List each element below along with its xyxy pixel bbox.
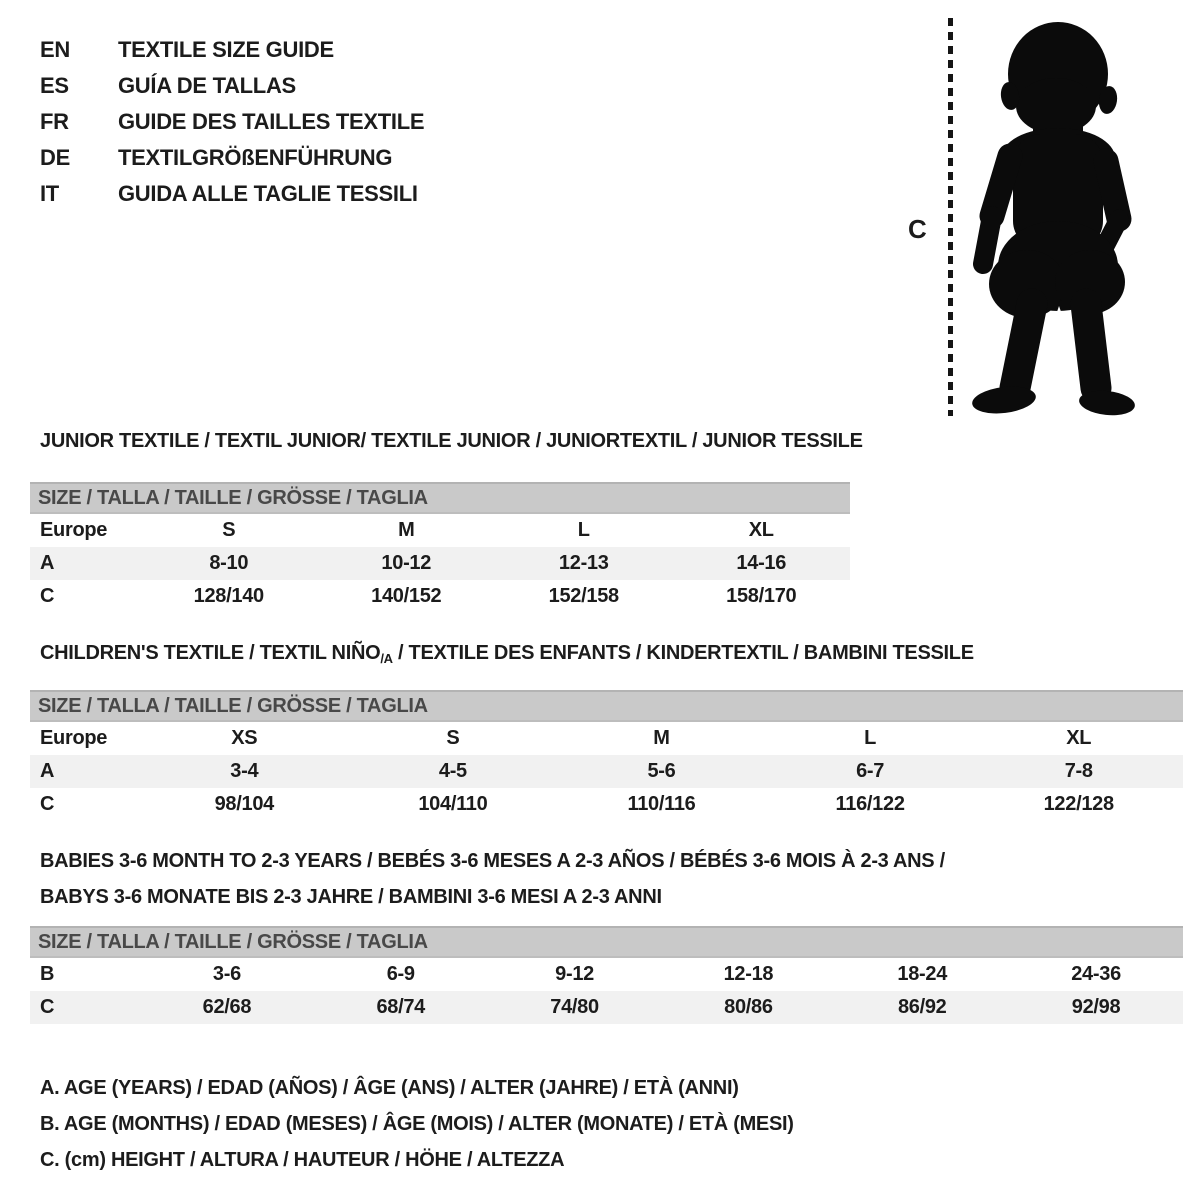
language-code: ES <box>40 73 69 98</box>
language-label: TEXTILE SIZE GUIDE <box>118 37 334 62</box>
size-column: L <box>577 519 590 541</box>
table-cell: 14-16 <box>736 552 787 574</box>
junior-size-table <box>30 482 850 613</box>
row-label: A <box>40 760 55 782</box>
table-cell: 128/140 <box>193 585 264 607</box>
row-label: C <box>40 996 55 1018</box>
table-cell: 18-24 <box>897 963 948 985</box>
table-cell: 7-8 <box>1064 760 1093 782</box>
language-label: GUÍA DE TALLAS <box>118 73 296 98</box>
language-label: GUIDE DES TAILLES TEXTILE <box>118 109 425 134</box>
language-row <box>40 176 424 212</box>
children-title-part2: / TEXTILE DES ENFANTS / KINDERTEXTIL / BAMBINI TESSILE <box>392 642 974 664</box>
babies-size-table <box>30 926 1183 1024</box>
table-cell: 116/122 <box>835 793 905 815</box>
table-cell: 8-10 <box>209 552 249 574</box>
children-row-age <box>30 755 1183 788</box>
table-cell: 24-36 <box>1071 963 1121 985</box>
junior-row-age <box>30 547 850 580</box>
size-column: S <box>222 519 236 541</box>
table-cell: 6-7 <box>856 760 885 782</box>
table-cell: 98/104 <box>214 793 274 815</box>
language-label: GUIDA ALLE TAGLIE TESSILI <box>118 181 418 206</box>
size-column: L <box>864 727 877 749</box>
babies-row-months <box>30 958 1183 991</box>
babies-title-line1: BABIES 3-6 MONTH TO 2-3 YEARS / BEBÉS 3-6 MESES A 2-3 AÑOS / BÉBÉS 3-6 MOIS À 2-3 ANS / <box>40 850 945 872</box>
size-column: M <box>398 519 415 541</box>
table-cell: 3-4 <box>230 760 259 782</box>
region-label: Europe <box>40 727 108 749</box>
table-cell: 80/86 <box>724 996 773 1018</box>
size-column: XL <box>1066 727 1092 749</box>
height-dashed-line <box>948 18 953 416</box>
children-row-height <box>30 788 1183 821</box>
height-measure-label: C <box>908 214 927 244</box>
junior-section-title: JUNIOR TEXTILE / TEXTIL JUNIOR/ TEXTILE JUNIOR / JUNIORTEXTIL / JUNIOR TESSILE <box>40 430 863 452</box>
table-cell: 12-13 <box>558 552 609 574</box>
table-cell: 62/68 <box>202 996 252 1018</box>
language-code: FR <box>40 109 69 134</box>
table-cell: 10-12 <box>381 552 432 574</box>
children-title-part1: CHILDREN'S TEXTILE / TEXTIL NIÑO <box>40 642 381 664</box>
language-row <box>40 104 424 140</box>
children-section-title <box>40 642 974 666</box>
table-cell: 74/80 <box>550 996 599 1018</box>
row-label: C <box>40 585 55 607</box>
table-cell: 110/116 <box>627 793 696 815</box>
table-cell: 104/110 <box>418 793 488 815</box>
junior-row-height <box>30 580 850 613</box>
table-cell: 140/152 <box>371 585 442 607</box>
legend-line-a: A. AGE (YEARS) / EDAD (AÑOS) / ÂGE (ANS) / ALTER (JAHRE) / ETÀ (ANNI) <box>40 1076 739 1099</box>
junior-columns-row <box>30 514 850 547</box>
language-code: IT <box>40 181 59 206</box>
language-row <box>40 32 424 68</box>
row-label: B <box>40 963 55 985</box>
language-label: TEXTILGRÖßENFÜHRUNG <box>118 145 393 170</box>
children-size-header-bar: SIZE / TALLA / TAILLE / GRÖSSE / TAGLIA <box>30 690 1183 722</box>
babies-size-header-bar: SIZE / TALLA / TAILLE / GRÖSSE / TAGLIA <box>30 926 1183 958</box>
table-cell: 122/128 <box>1043 793 1114 815</box>
row-label: C <box>40 793 55 815</box>
language-list <box>40 32 424 212</box>
measure-legend <box>40 1070 794 1178</box>
junior-size-header-bar: SIZE / TALLA / TAILLE / GRÖSSE / TAGLIA <box>30 482 850 514</box>
table-cell: 12-18 <box>723 963 774 985</box>
table-cell: 6-9 <box>386 963 415 985</box>
table-cell: 92/98 <box>1071 996 1121 1018</box>
size-column: S <box>446 727 460 749</box>
language-code: EN <box>40 37 70 62</box>
language-row <box>40 68 424 104</box>
table-cell: 5-6 <box>647 760 676 782</box>
table-cell: 68/74 <box>376 996 426 1018</box>
language-row <box>40 140 424 176</box>
size-column: XS <box>231 727 258 749</box>
row-label: A <box>40 552 55 574</box>
babies-title-line2: BABYS 3-6 MONATE BIS 2-3 JAHRE / BAMBINI 3-6 MESI A 2-3 ANNI <box>40 886 662 908</box>
table-cell: 3-6 <box>212 963 241 985</box>
table-cell: 152/158 <box>548 585 619 607</box>
children-size-table <box>30 690 1183 821</box>
babies-section-title <box>40 843 945 915</box>
children-columns-row <box>30 722 1183 755</box>
legend-line-b: B. AGE (MONTHS) / EDAD (MESES) / ÂGE (MOIS) / ALTER (MONATE) / ETÀ (MESI) <box>40 1112 794 1135</box>
size-column: M <box>653 727 670 749</box>
size-column: XL <box>748 519 774 541</box>
region-label: Europe <box>40 519 108 541</box>
language-code: DE <box>40 145 70 170</box>
table-cell: 86/92 <box>897 996 947 1018</box>
table-cell: 158/170 <box>726 585 797 607</box>
toddler-silhouette-image <box>958 16 1143 418</box>
children-title-subscript: /A <box>380 651 393 666</box>
table-cell: 9-12 <box>555 963 594 985</box>
legend-line-c: C. (cm) HEIGHT / ALTURA / HAUTEUR / HÖHE / ALTEZZA <box>40 1148 565 1171</box>
table-cell: 4-5 <box>438 760 467 782</box>
babies-row-height <box>30 991 1183 1024</box>
